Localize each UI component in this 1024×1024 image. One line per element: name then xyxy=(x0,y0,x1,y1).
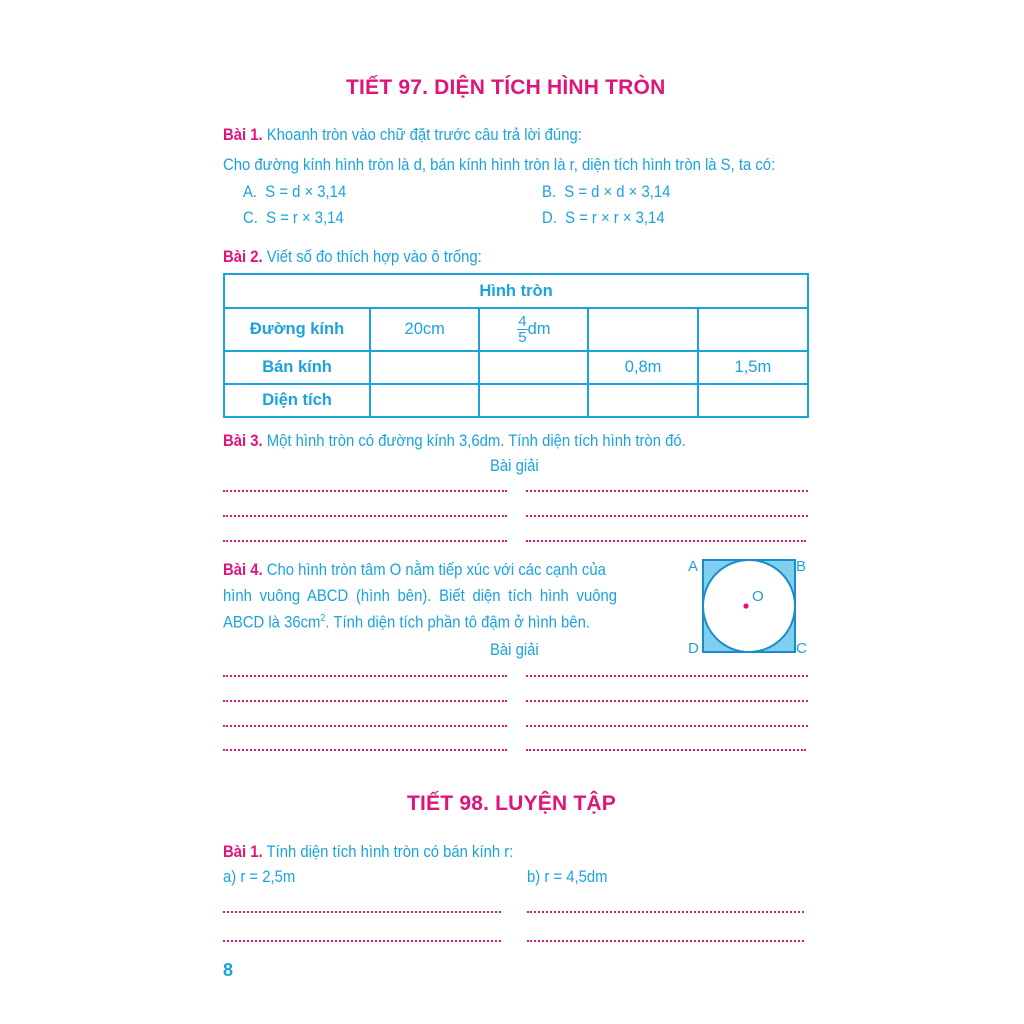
option-b-letter: B. xyxy=(542,183,557,201)
table-row xyxy=(224,308,808,351)
table-header: Hình tròn xyxy=(224,274,808,308)
fraction-denominator: 5 xyxy=(518,329,527,346)
answer-line[interactable] xyxy=(526,700,808,702)
cell-input[interactable] xyxy=(370,384,479,417)
answer-line[interactable] xyxy=(526,540,806,542)
lesson-97-title: TIẾT 97. DIỆN TÍCH HÌNH TRÒN xyxy=(346,76,666,99)
bai2-instruction: Viết số đo thích hợp vào ô trống: xyxy=(266,248,482,266)
option-a-text: S = d × 3,14 xyxy=(265,183,347,201)
cell-input[interactable]: 1,5m xyxy=(698,351,808,384)
answer-line[interactable] xyxy=(223,911,501,913)
inscribed-circle-figure xyxy=(702,559,796,653)
option-c[interactable] xyxy=(243,209,344,228)
answer-line[interactable] xyxy=(527,940,804,942)
bai3-solution-label: Bài giải xyxy=(490,457,539,475)
table-row xyxy=(224,351,808,384)
lesson-98-title: TIẾT 98. LUYỆN TẬP xyxy=(407,792,616,815)
cell-input[interactable] xyxy=(588,308,697,351)
l98-bai1-part-a: a) r = 2,5m xyxy=(223,868,296,886)
bai2-instruction-line xyxy=(223,248,482,267)
cell-input[interactable] xyxy=(479,384,588,417)
bai4-text-3b: . Tính diện tích phần tô đậm ở hình bên. xyxy=(325,613,590,632)
answer-line[interactable] xyxy=(223,940,501,942)
fraction-numerator: 4 xyxy=(518,313,527,330)
vertex-label-b: B xyxy=(796,558,807,575)
circle-measurement-table xyxy=(223,273,809,418)
cell-input[interactable] xyxy=(479,351,588,384)
bai1-prompt: Cho đường kính hình tròn là d, bán kính hình tròn là r, diện tích hình tròn là S, ta có: xyxy=(223,156,776,174)
square-circle-diagram xyxy=(702,559,796,653)
bai4-line-1 xyxy=(223,561,606,580)
bai4-label: Bài 4. xyxy=(223,561,263,579)
l98-bai1-part-b: b) r = 4,5dm xyxy=(527,868,608,886)
center-label-o: O xyxy=(752,588,764,605)
answer-line[interactable] xyxy=(526,675,808,677)
answer-line[interactable] xyxy=(223,725,507,727)
option-c-text: S = r × 3,14 xyxy=(266,209,344,227)
answer-line[interactable] xyxy=(223,700,507,702)
row-label-dien-tich: Diện tích xyxy=(224,384,370,417)
l98-bai1-line xyxy=(223,843,513,862)
option-b[interactable] xyxy=(542,183,670,202)
bai1-label: Bài 1. xyxy=(223,126,263,144)
cell-input[interactable] xyxy=(588,384,697,417)
option-a[interactable] xyxy=(243,183,346,202)
answer-line[interactable] xyxy=(223,749,507,751)
fraction-unit: dm xyxy=(527,320,551,338)
answer-line[interactable] xyxy=(223,490,507,492)
cell-input[interactable] xyxy=(479,308,588,351)
bai4-line-2: hình vuông ABCD (hình bên). Biết diện tích hình vuông xyxy=(223,587,618,605)
cell-input[interactable] xyxy=(698,308,808,351)
page-number: 8 xyxy=(223,960,234,980)
bai1-instruction-line xyxy=(223,126,582,145)
bai4-solution-label: Bài giải xyxy=(490,641,539,659)
cell-input[interactable] xyxy=(370,351,479,384)
center-point-icon xyxy=(743,603,748,608)
bai4-text-3a: ABCD là 36cm xyxy=(223,613,321,632)
bai4-text-1: Cho hình tròn tâm O nằm tiếp xúc với các cạnh của xyxy=(266,561,606,579)
answer-line[interactable] xyxy=(526,749,806,751)
option-d-letter: D. xyxy=(542,209,557,227)
table-row xyxy=(224,384,808,417)
option-b-text: S = d × d × 3,14 xyxy=(564,183,671,201)
l98-bai1-instruction: Tính diện tích hình tròn có bán kính r: xyxy=(266,843,514,861)
answer-line[interactable] xyxy=(223,540,507,542)
answer-line[interactable] xyxy=(223,515,507,517)
row-label-duong-kinh: Đường kính xyxy=(224,308,370,351)
bai3-label: Bài 3. xyxy=(223,432,263,450)
cell-input[interactable]: 0,8m xyxy=(588,351,697,384)
cell-input[interactable]: 20cm xyxy=(370,308,479,351)
bai3-line xyxy=(223,432,686,451)
option-d[interactable] xyxy=(542,209,665,228)
option-c-letter: C. xyxy=(243,209,258,227)
answer-line[interactable] xyxy=(526,515,808,517)
option-d-text: S = r × r × 3,14 xyxy=(565,209,665,227)
bai2-label: Bài 2. xyxy=(223,248,263,266)
answer-line[interactable] xyxy=(223,675,507,677)
bai3-text: Một hình tròn có đường kính 3,6dm. Tính diện tích hình tròn đó. xyxy=(266,432,686,450)
vertex-label-d: D xyxy=(688,640,699,657)
option-a-letter: A. xyxy=(243,183,258,201)
answer-line[interactable] xyxy=(526,490,808,492)
cell-input[interactable] xyxy=(698,384,808,417)
bai1-instruction: Khoanh tròn vào chữ đặt trước câu trả lời đúng: xyxy=(266,126,582,144)
answer-line[interactable] xyxy=(527,911,804,913)
superscript-2: 2 xyxy=(320,613,326,624)
row-label-ban-kinh: Bán kính xyxy=(224,351,370,384)
fraction xyxy=(517,314,527,345)
vertex-label-a: A xyxy=(688,558,699,575)
bai4-line-3 xyxy=(223,613,590,633)
vertex-label-c: C xyxy=(796,640,807,657)
l98-bai1-label: Bài 1. xyxy=(223,843,263,861)
answer-line[interactable] xyxy=(526,725,808,727)
